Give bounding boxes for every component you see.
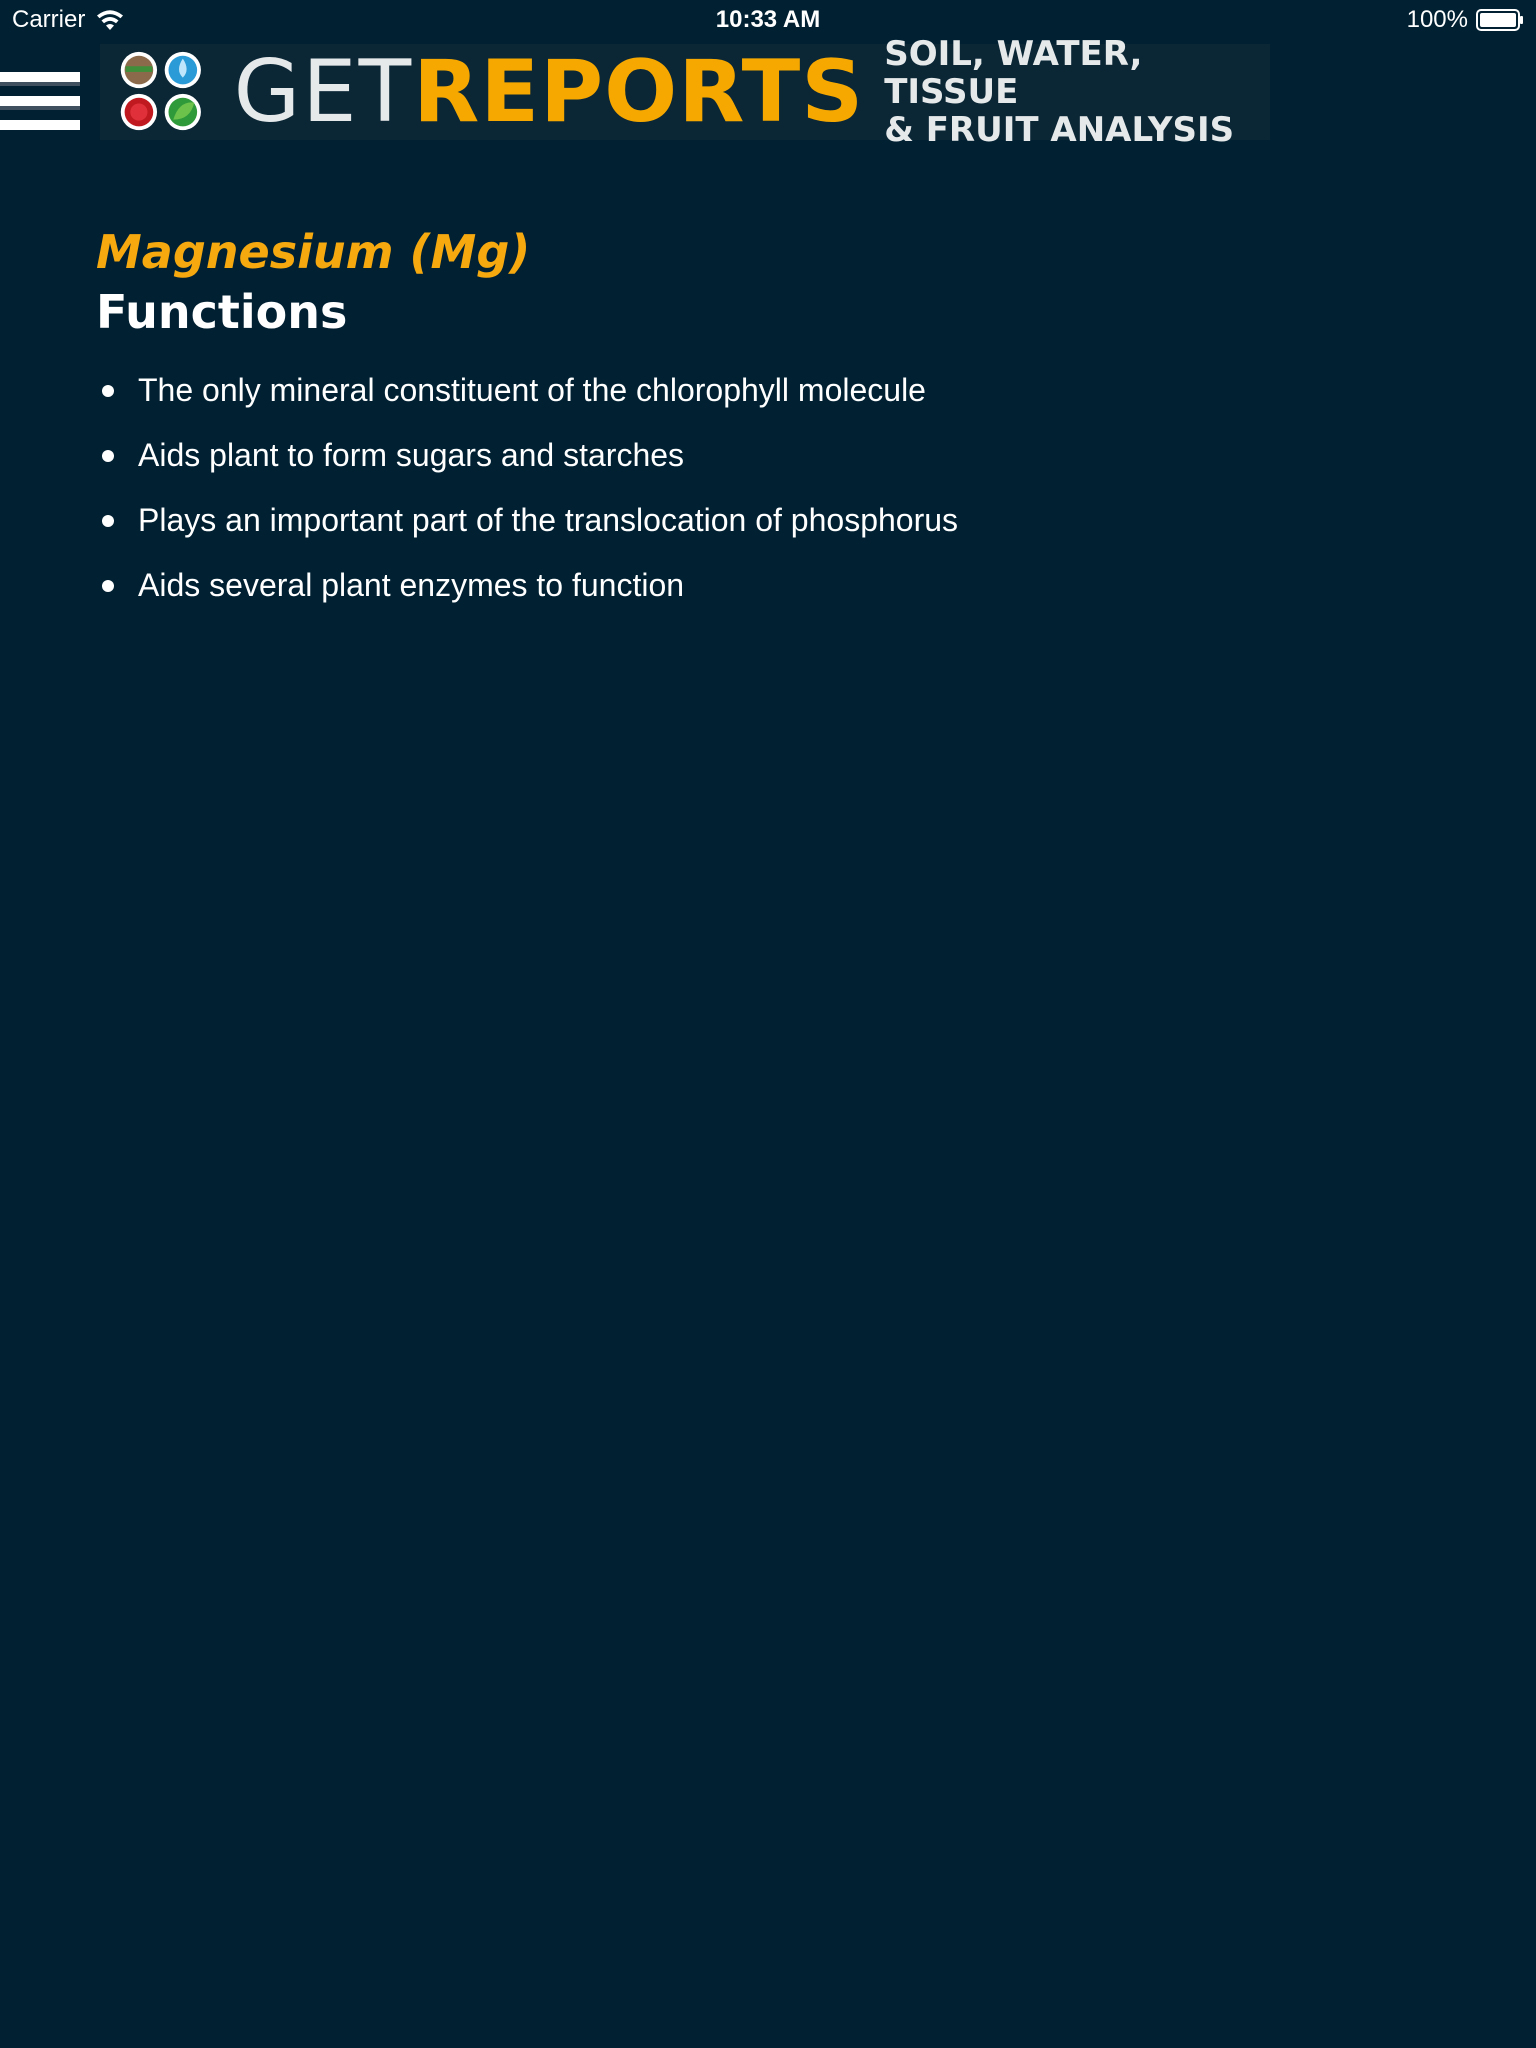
logo-reports-text: REPORTS [413,42,865,142]
carrier-label: Carrier [12,6,86,33]
menu-bar-icon [0,72,80,82]
logo-tagline-line1: SOIL, WATER, TISSUE [884,34,1143,112]
status-bar [0,0,1536,40]
menu-bar-icon [0,96,80,106]
menu-bar-shadow [0,106,80,110]
bullet-icon [102,385,114,397]
list-item [96,370,1436,410]
list-item-text: The only mineral constituent of the chlorophyll molecule [138,372,926,408]
list-item-text: Aids plant to form sugars and starches [138,437,685,473]
logo-tagline-line2: & FRUIT ANALYSIS [884,110,1235,150]
list-item [96,500,1436,540]
list-item-text: Plays an important part of the translocation of phosphorus [138,502,959,538]
battery-indicator [1407,6,1524,34]
clock: 10:33 AM [715,6,821,33]
battery-percent: 100% [1406,6,1468,33]
battery-icon [1476,9,1524,31]
logo-tagline [884,35,1270,149]
bullet-icon [102,515,114,527]
menu-bar-shadow [0,82,80,86]
logo-get-text: GET [233,42,414,142]
logo-icon [116,47,208,137]
list-item [96,565,1436,605]
list-item [96,435,1436,475]
element-title: Magnesium (Mg) [96,225,531,279]
logo-banner [100,34,1270,150]
bullet-icon [102,580,114,592]
functions-list [96,370,1436,605]
menu-bar-icon [0,120,80,130]
hamburger-menu-button[interactable] [0,72,80,132]
section-title: Functions [96,285,348,339]
bullet-icon [102,450,114,462]
list-item-text: Aids several plant enzymes to function [138,567,685,603]
content-area [96,222,1436,630]
